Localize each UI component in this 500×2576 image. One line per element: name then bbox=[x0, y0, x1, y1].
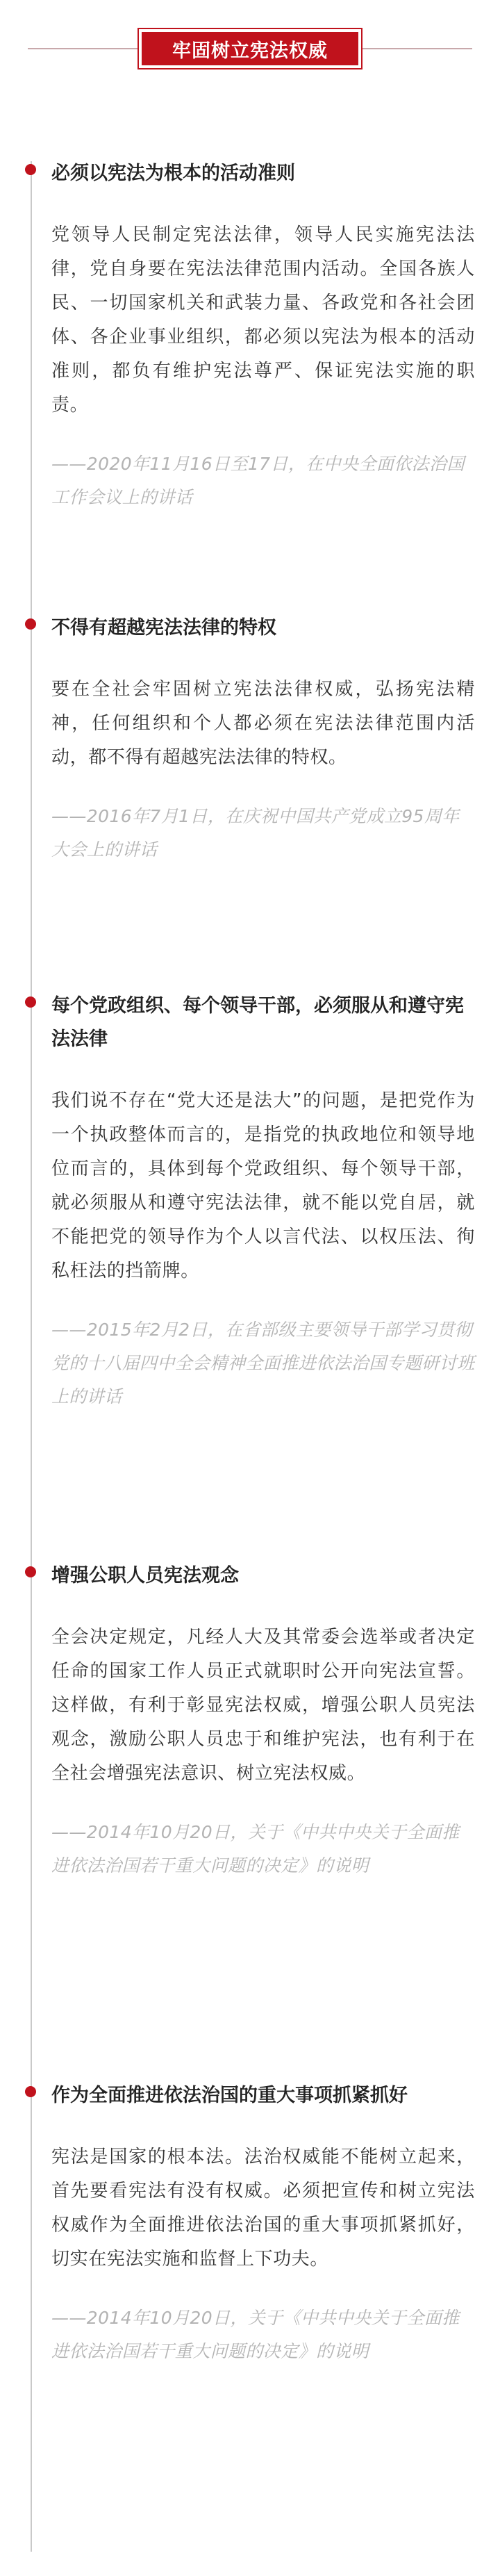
section-body: 党领导人民制定宪法法律，领导人民实施宪法法律，党自身要在宪法法律范围内活动。全国各族人民、一切国家机关和武装力量、各政党和各社会团体、各企业事业组织，都必须以宪法为根本的活动准则，都负有维护宪法尊严、保证宪法实施的职责。 bbox=[51, 224, 475, 416]
section-heading: 每个党政组织、每个领导干部，必须服从和遵守宪法法律 bbox=[51, 995, 464, 1050]
section-body: 全会决定规定，凡经人大及其常委会选举或者决定任命的国家工作人员正式就职时公开向宪法宣誓。这样做，有利于彰显宪法权威，增强公职人员宪法观念，激励公职人员忠于和维护宪法，也有利于在全社会增强宪法意识、树立宪法权威。 bbox=[51, 1627, 475, 1784]
quote-section bbox=[51, 157, 475, 514]
section-source: ——2014年10月20日，关于《中共中央关于全面推进依法治国若干重大问题的决定》的说明 bbox=[51, 1822, 460, 1876]
quote-section bbox=[51, 612, 475, 867]
timeline-dot-icon bbox=[25, 996, 36, 1008]
section-body: 宪法是国家的根本法。法治权威能不能树立起来，首先要看宪法有没有权威。必须把宣传和树立宪法权威作为全面推进依法治国的重大事项抓紧抓好，切实在宪法实施和监督上下功夫。 bbox=[51, 2147, 475, 2270]
section-source: ——2015年2月2日，在省部级主要领导干部学习贯彻党的十八届四中全会精神全面推进依法治国专题研讨班上的讲话 bbox=[51, 1320, 475, 1406]
header-left-rule bbox=[28, 48, 138, 49]
quote-section bbox=[51, 1559, 475, 1882]
timeline-line bbox=[31, 161, 32, 2552]
timeline-dot-icon bbox=[25, 2086, 36, 2097]
quote-section bbox=[51, 2079, 475, 2368]
quote-section bbox=[51, 990, 475, 1413]
timeline-dot-icon bbox=[25, 1566, 36, 1577]
section-source: ——2014年10月20日，关于《中共中央关于全面推进依法治国若干重大问题的决定》的说明 bbox=[51, 2308, 460, 2361]
header bbox=[0, 28, 500, 69]
timeline-dot-icon bbox=[25, 618, 36, 630]
section-source: ——2020年11月16日至17日，在中央全面依法治国工作会议上的讲话 bbox=[51, 454, 465, 507]
section-heading: 不得有超越宪法法律的特权 bbox=[51, 617, 276, 639]
section-heading: 作为全面推进依法治国的重大事项抓紧抓好 bbox=[51, 2085, 408, 2106]
section-body: 我们说不存在“党大还是法大”的问题，是把党作为一个执政整体而言的，是指党的执政地位和领导地位而言的，具体到每个党政组织、每个领导干部，就必须服从和遵守宪法法律，就不能以党自居，就不能把党的领导作为个人以言代法、以权压法、徇私枉法的挡箭牌。 bbox=[51, 1090, 475, 1281]
section-heading: 增强公职人员宪法观念 bbox=[51, 1565, 239, 1586]
header-right-rule bbox=[362, 48, 472, 49]
page-title: 牢固树立宪法权威 bbox=[142, 32, 358, 65]
section-heading: 必须以宪法为根本的活动准则 bbox=[51, 163, 295, 184]
section-body: 要在全社会牢固树立宪法法律权威，弘扬宪法精神，任何组织和个人都必须在宪法法律范围内活动，都不得有超越宪法法律的特权。 bbox=[51, 679, 475, 768]
header-title-box bbox=[138, 28, 362, 69]
section-source: ——2016年7月1日，在庆祝中国共产党成立95周年大会上的讲话 bbox=[51, 806, 460, 860]
timeline-dot-icon bbox=[25, 164, 36, 175]
